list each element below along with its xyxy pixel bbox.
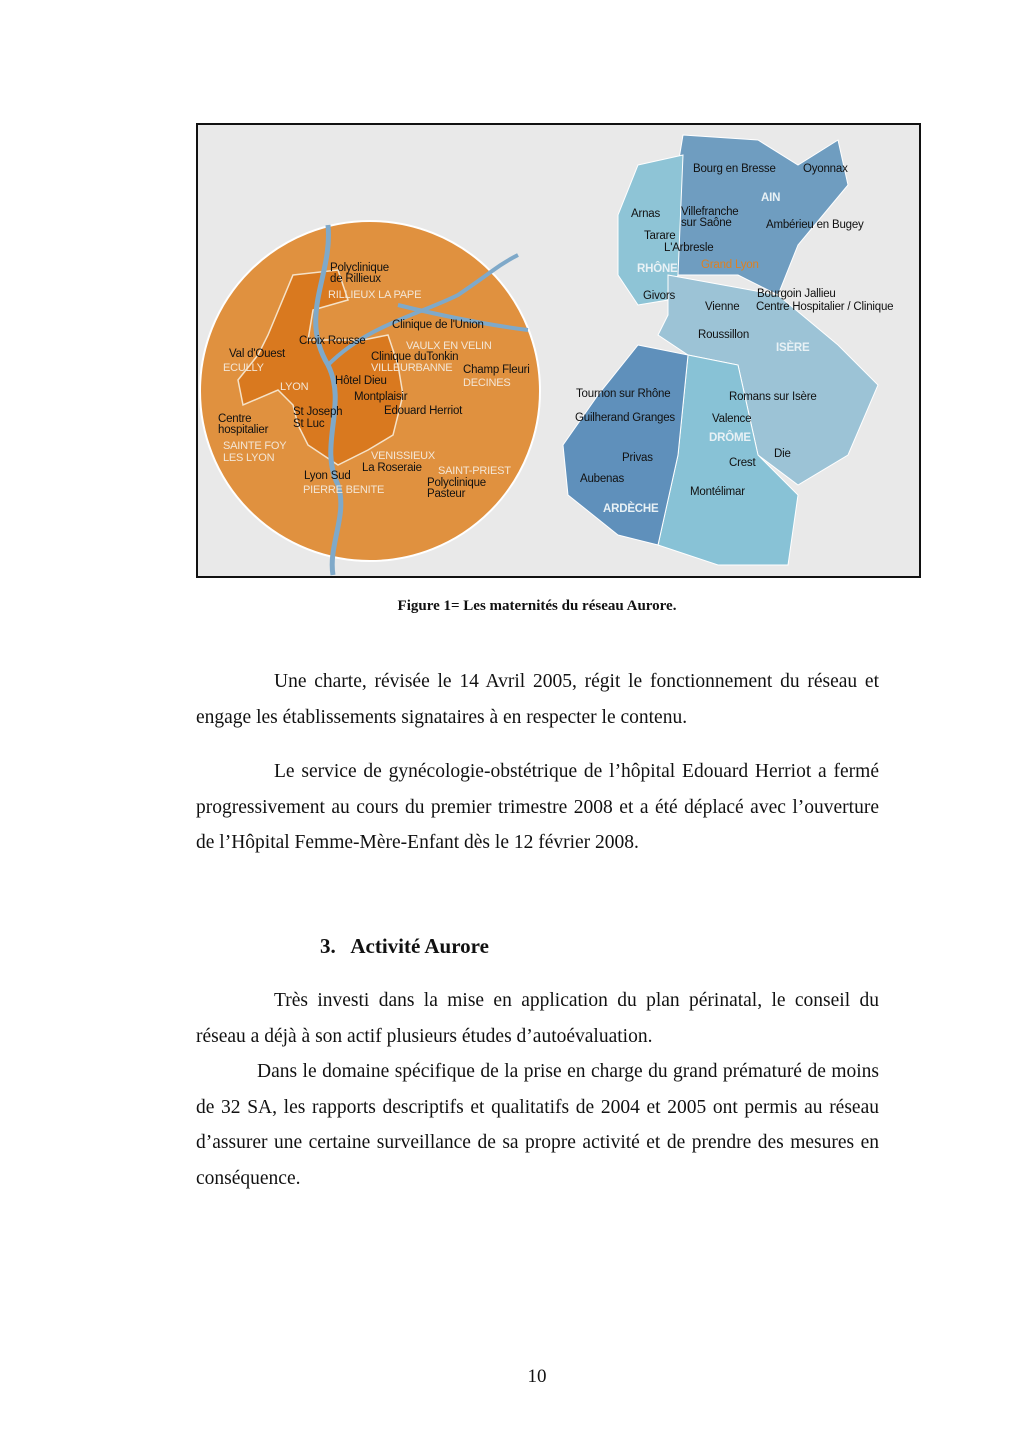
map-label: Tarare (644, 230, 676, 242)
map-label: Polyclinique (330, 262, 389, 274)
map-label: Montplaisir (354, 391, 408, 403)
map-label: Grand Lyon (701, 259, 759, 271)
map-label: Champ Fleuri (463, 364, 530, 376)
map-label: RHÔNE (637, 263, 678, 275)
map-label: Die (774, 448, 791, 460)
map-label: sur Saône (681, 217, 732, 229)
section-heading: 3. Activité Aurore (320, 934, 489, 958)
map-label: Pasteur (427, 488, 466, 500)
map-label: Vienne (705, 301, 740, 313)
map-label: ECULLY (223, 362, 264, 374)
paragraph: Une charte, révisée le 14 Avril 2005, régit le fonctionnement du réseau et engage les établissements signataires à en respecter le contenu. (196, 671, 879, 728)
paragraph: Très investi dans la mise en application du plan périnatal, le conseil du réseau a déjà à son actif plusieurs études d’autoévaluation. (196, 990, 879, 1047)
map-label: hospitalier (218, 424, 269, 436)
map-label: LES LYON (223, 452, 275, 464)
map-label: Tournon sur Rhône (576, 388, 671, 400)
map-label: Givors (643, 290, 676, 302)
map-label: LYON (280, 381, 309, 393)
paragraph: Le service de gynécologie-obstétrique de l’hôpital Edouard Herriot a fermé progressivement au cours du premier trimestre 2008 et a été déplacé avec l’ouverture de l’Hôpital Femme-Mère-Enfant dès le 12 février 2008. (196, 761, 879, 853)
map-label: Guilherand Granges (575, 412, 675, 424)
map-label: Roussillon (698, 329, 750, 341)
map-label: St Joseph (293, 406, 343, 418)
map-label: Montélimar (690, 486, 745, 498)
page-number: 10 (527, 1366, 547, 1387)
map-label: VILLEURBANNE (371, 362, 453, 374)
map-label: Villefranche (681, 206, 739, 218)
map-label: PIERRE BENITE (303, 484, 385, 496)
map-label: RILLIEUX LA PAPE (328, 289, 422, 301)
map-label: Bourgoin Jallieu (757, 288, 836, 300)
map-label: Centre Hospitalier / Clinique (756, 301, 894, 313)
map-label: Valence (712, 413, 752, 425)
map-label: Privas (622, 452, 653, 464)
map-label: ISÈRE (776, 342, 810, 354)
map-label: VAULX EN VELIN (406, 340, 492, 352)
map-label: Clinique duTonkin (371, 351, 459, 363)
map-label: Val d'Ouest (229, 348, 286, 360)
map-label: SAINTE FOY (223, 440, 287, 452)
map-label: Crest (729, 457, 756, 469)
map-label: Bourg en Bresse (693, 163, 776, 175)
map-label: Ambérieu en Bugey (766, 219, 864, 231)
map-label: Edouard Herriot (384, 405, 463, 417)
map-label: DECINES (463, 377, 511, 389)
map-label: Centre (218, 413, 252, 425)
map-label: Romans sur Isère (729, 391, 817, 403)
map-label: Croix Rousse (299, 335, 366, 347)
map-label: SAINT-PRIEST (438, 465, 511, 477)
map-label: St Luc (293, 418, 325, 430)
map-label: ARDÈCHE (603, 503, 659, 515)
map-label: VENISSIEUX (371, 450, 436, 462)
map-graphic (198, 125, 919, 576)
map-label: Arnas (631, 208, 661, 220)
map-label: DRÔME (709, 432, 751, 444)
map-label: L'Arbresle (664, 242, 714, 254)
figure-caption: Figure 1= Les maternités du réseau Aurore. (397, 598, 677, 614)
map-label: Oyonnax (803, 163, 848, 175)
map-label: AIN (761, 192, 781, 204)
map-label: Hôtel Dieu (335, 375, 387, 387)
map-label: de Rillieux (330, 273, 381, 285)
map-label: Polyclinique (427, 477, 486, 489)
map-label: Clinique de l'Union (392, 319, 484, 331)
paragraph: Dans le domaine spécifique de la prise en charge du grand prématuré de moins de 32 SA, les rapports descriptifs et qualitatifs de 2004 et 2005 ont permis au réseau d’assurer une certaine surveillance de sa propre activité et de prendre des mesures en conséquence. (196, 1061, 879, 1189)
map-label: Lyon Sud (304, 470, 351, 482)
network-map-figure (196, 123, 921, 578)
map-label: Aubenas (580, 473, 624, 485)
map-label: La Roseraie (362, 462, 422, 474)
